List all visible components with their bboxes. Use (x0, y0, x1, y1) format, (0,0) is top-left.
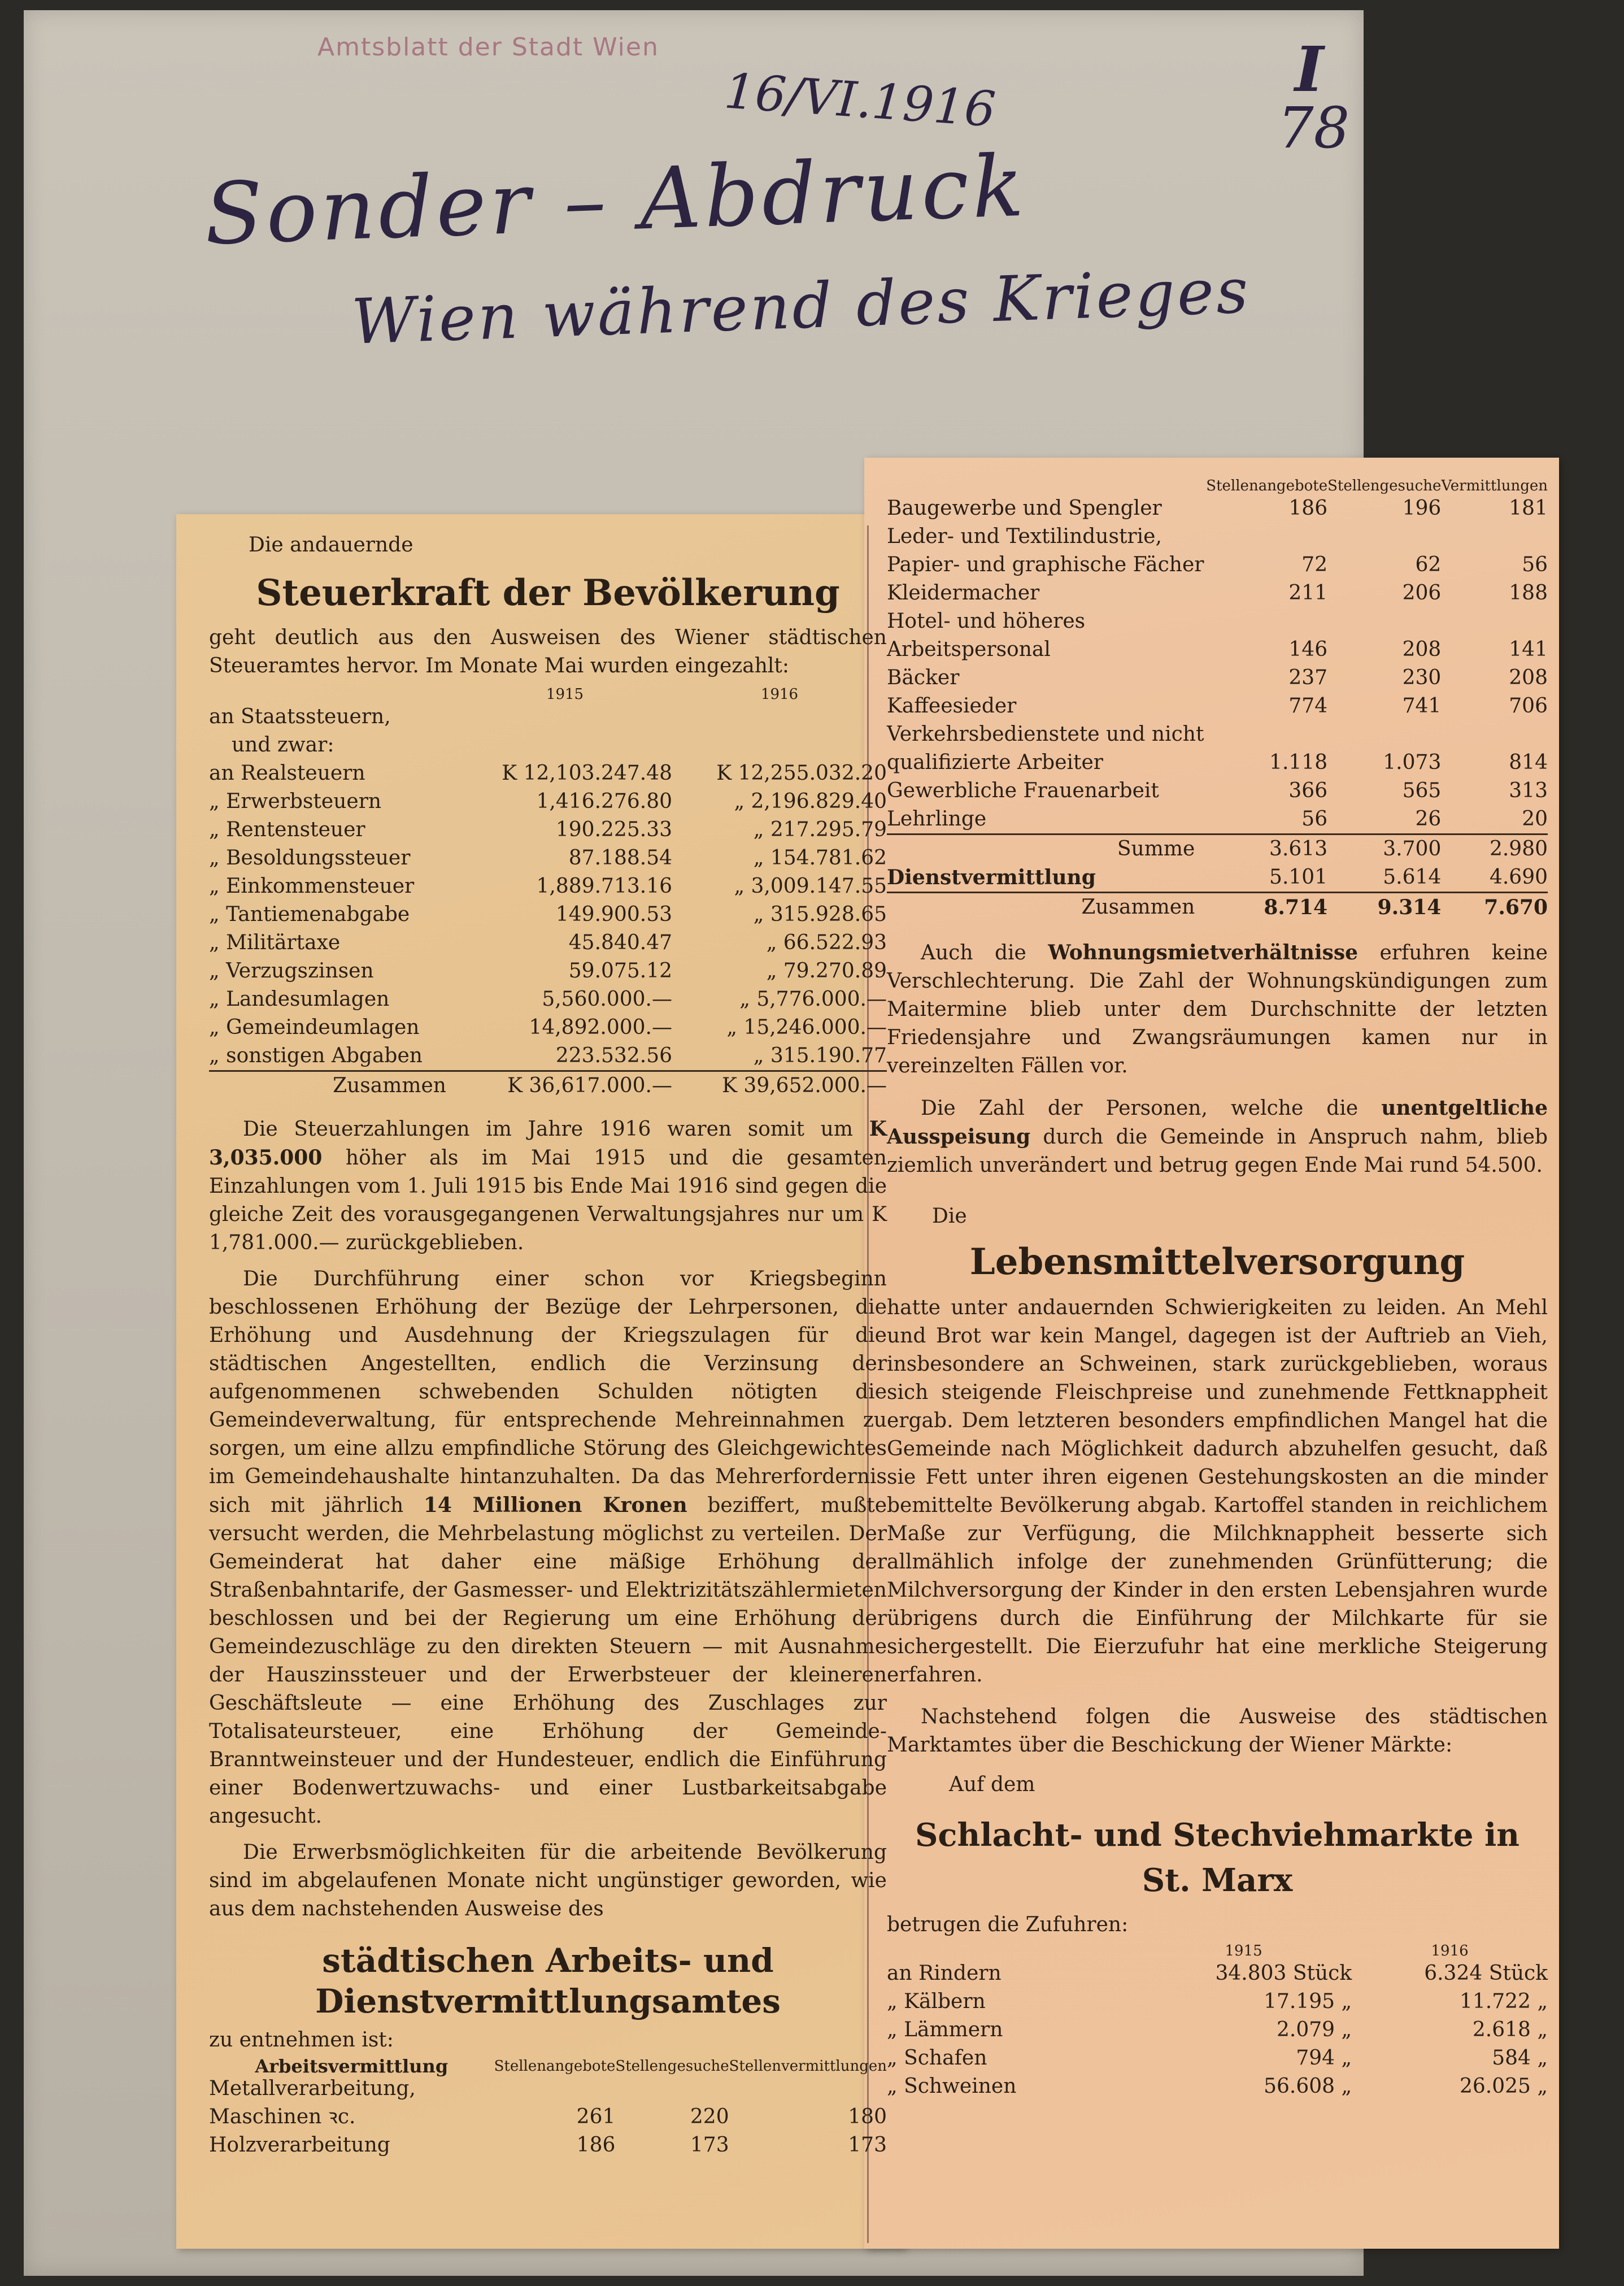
row-value: 206 (1402, 581, 1442, 605)
table-row (887, 2072, 1548, 2101)
table-row (209, 759, 887, 788)
row-value: 584 „ (1492, 2046, 1548, 2070)
row-label: Gewerbliche Frauenarbeit (887, 779, 1159, 802)
row-value: 186 (576, 2133, 616, 2157)
row-label: „ Kälbern (887, 1990, 986, 2013)
table-row (887, 2044, 1548, 2072)
tax-year-1916: 1916 (760, 686, 799, 703)
row-value: 794 „ (1296, 2046, 1352, 2070)
tax-total-1916: K 39,652.000.— (722, 1074, 887, 1097)
row-label: „ Verzugszinsen (209, 959, 374, 983)
row-label: „ Erwerbsteuern (209, 790, 382, 813)
row-value: „ 315.928.65 (753, 903, 887, 926)
table-row (209, 985, 887, 1014)
row-value: „ 66.522.93 (766, 931, 887, 954)
market-rows (887, 1959, 1548, 2101)
grand-total-requests: 9.314 (1377, 896, 1442, 919)
table-row (887, 720, 1548, 777)
row-value: 774 (1288, 694, 1328, 718)
table-row (887, 777, 1548, 805)
sum-placements: 2.980 (1489, 837, 1548, 860)
row-label: Baugewerbe und Spengler (887, 497, 1162, 520)
row-value: 6.324 Stück (1424, 1962, 1548, 1985)
row-value: 190.225.33 (555, 818, 672, 841)
row-value: 56 (1301, 807, 1328, 831)
row-value: „ 2,196.829.40 (734, 790, 887, 813)
row-label: Verkehrsbedienstete und nicht qualifizierte Arbeiter (887, 723, 1204, 774)
table-row (209, 1042, 887, 1071)
row-value: 173 (690, 2133, 729, 2157)
grand-total-label: Zusammen (1081, 896, 1195, 919)
row-value: 56 (1522, 553, 1548, 576)
text-run: Die Steuerzahlungen im Jahre 1916 waren somit um (243, 1118, 854, 1141)
text-run: höher als im Mai 1915 und die gesamten Einzahlungen vom 1. Juli 1915 bis Ende Mai 1916 sind gegen die gleiche Zeit des vorausgegangenen Verwaltungsjahres nur um K 1,781.000.— zurückgeblieben. (209, 1146, 887, 1254)
row-label: Kleidermacher (887, 581, 1040, 605)
section-title-cattle-market: Schlacht- und Stechviehmarkte in St. Marx (915, 1816, 1520, 1899)
employment-rows (209, 2075, 887, 2159)
text-run: Die Zahl der Personen, welche die (921, 1097, 1359, 1120)
tax-paragraph-1 (209, 1115, 887, 1257)
handwritten-heading: Sonder – Abdruck (203, 137, 1029, 264)
row-value: 2.079 „ (1276, 2018, 1352, 2041)
grand-total-offers: 8.714 (1264, 896, 1328, 919)
row-value: 741 (1402, 694, 1442, 718)
food-paragraph: hatte unter andauernden Schwierigkeiten zu leiden. An Mehl und Brot war kein Mangel, dagegen ist der Auftrieb an Vieh, insbesondere an Schweinen, stark zurückgeblieben, woraus sich steigende Fleischpreise und zunehmende Fettknappheit ergab. Dem letzteren besonders empfindlichen Mangel hat die Gemeinde nach Möglichkeit dadurch abzuhelfen gesucht, daß sie Fett unter ihren eigenen Gestehungskosten an die minder bemittelte Bevölkerung abgab. Kartoffel standen in reichlichem Maße zur Verfügung, die Milchknappheit besserte sich allmählich infolge der zunehmenden Grünfütterung; die Milchversorgung der Kinder in den ersten Lebensjahren wurde übrigens durch die Einführung der Milchkarte für sie sichergestellt. Die Eierzufuhr hat eine merkliche Steigerung erfahren. (887, 1296, 1548, 1687)
row-value: 20 (1522, 807, 1548, 831)
row-value: 565 (1402, 779, 1442, 802)
row-value: 366 (1288, 779, 1328, 802)
market-table (887, 1942, 1548, 2101)
row-value: 1,416.276.80 (536, 790, 672, 813)
tax-paragraph-2 (209, 1265, 887, 1831)
tax-group-label: an Staatssteuern, (209, 705, 391, 728)
row-value: 814 (1509, 751, 1548, 774)
table-row (209, 957, 887, 985)
row-value: 87.188.54 (568, 846, 672, 870)
table-row (887, 523, 1548, 579)
table-row (887, 664, 1548, 692)
market-year-1916: 1916 (1431, 1942, 1469, 1959)
table-row (887, 692, 1548, 720)
market-intro: Auf dem (949, 1773, 1035, 1796)
row-value: K 12,255.032.20 (716, 762, 887, 785)
table-row (209, 2075, 887, 2131)
row-value: 59.075.12 (568, 959, 672, 983)
row-label: Bäcker (887, 666, 960, 689)
row-value: 149.900.53 (555, 903, 672, 926)
row-value: 11.722 „ (1459, 1990, 1548, 2013)
row-label: „ Lämmern (887, 2018, 1003, 2041)
left-column (209, 531, 887, 2159)
handwritten-subheading: Wien während des Krieges (350, 254, 1252, 358)
row-label: Leder- und Textilindustrie, Papier- und graphische Fächer (887, 525, 1204, 576)
row-value: 173 (848, 2133, 887, 2157)
row-value: 1.118 (1269, 751, 1328, 774)
employment-table (209, 2055, 887, 2159)
row-value: „ 154.781.62 (753, 846, 887, 870)
row-label: Kaffeesieder (887, 694, 1017, 718)
row-value: „ 15,246.000.— (726, 1016, 887, 1039)
meals-paragraph (887, 1094, 1548, 1180)
service-requests: 5.614 (1383, 866, 1442, 889)
row-value: 62 (1415, 553, 1442, 576)
text-run: beziffert, mußte versucht werden, die Mehrbelastung möglichst zu verteilen. Der Gemeinderat hat daher eine mäßige Erhöhung der Straßenbahntarife, der Gasmesser- und Elektrizitätszählermieten beschlossen und bei der Regierung um eine Erhöhung der Gemeindezuschläge zu den direkten Steuern — mit Ausnahme der Hauszinssteuer und der Erwerbsteuer der kleineren Geschäftsleute — eine Erhöhung des Zuschlages zur Totalisateursteuer, eine Erhöhung der Gemeinde-Branntweinsteuer und der Hundesteuer, endlich die Einführung einer Bodenwertzuwachs- und einer Lustbarkeitsabgabe angesucht. (209, 1494, 887, 1828)
table-row (887, 494, 1548, 523)
col-header-offers: Stellenangebote (494, 2058, 616, 2075)
row-value: „ 217.295.79 (753, 818, 887, 841)
bold-amount: 14 Millionen Kronen (423, 1493, 687, 1517)
row-value: K 12,103.247.48 (502, 762, 672, 785)
row-value: 26 (1415, 807, 1442, 831)
row-value: 261 (576, 2105, 616, 2128)
row-value: 211 (1288, 581, 1328, 605)
row-value: 196 (1402, 497, 1442, 520)
handwritten-folio-number: 78 (1278, 95, 1350, 161)
bold-term: Wohnungsmietverhältnisse (1048, 941, 1359, 964)
row-label: „ Militärtaxe (209, 931, 341, 954)
row-value: 230 (1402, 666, 1442, 689)
row-value: 34.803 Stück (1215, 1962, 1352, 1985)
intro-text: Die andauernde (249, 533, 413, 557)
row-value: „ 3,009.147.55 (734, 875, 887, 898)
table-row (209, 872, 887, 901)
table-row (887, 1988, 1548, 2016)
tax-year-1915: 1915 (546, 686, 584, 703)
row-label: an Realsteuern (209, 762, 365, 785)
table-row (887, 607, 1548, 664)
tax-total-label: Zusammen (333, 1074, 446, 1097)
bold-amount: K 3,035.000 (209, 1117, 887, 1170)
col-header-placements: Vermittlungen (1441, 477, 1548, 494)
table-row (887, 805, 1548, 835)
row-value: 220 (690, 2105, 729, 2128)
row-label: an Rindern (887, 1962, 1002, 1985)
sum-label: Summe (1117, 837, 1195, 860)
market-lead: betrugen die Zufuhren: (887, 1913, 1129, 1936)
stamp: Amtsblatt der Stadt Wien (317, 33, 659, 62)
tax-group-sublabel: und zwar: (232, 733, 334, 757)
row-value: 26.025 „ (1459, 2075, 1548, 2098)
col-header-requests: Stellengesuche (615, 2058, 729, 2075)
market-office-paragraph: Nachstehend folgen die Ausweise des städtischen Marktamtes über die Beschickung der Wiener Märkte: (887, 1705, 1548, 1757)
food-intro: Die (932, 1205, 967, 1228)
row-value: 313 (1509, 779, 1548, 802)
row-label: Lehrlinge (887, 807, 987, 831)
row-value: „ 5,776.000.— (739, 988, 887, 1011)
sum-requests: 3.700 (1383, 837, 1442, 860)
table-row (209, 816, 887, 844)
table-row (209, 2131, 887, 2159)
row-value: 146 (1288, 638, 1328, 661)
row-label: „ Landesumlagen (209, 988, 390, 1011)
row-label: Holzverarbeitung (209, 2133, 390, 2157)
employment-table-continued (887, 477, 1548, 922)
row-value: 223.532.56 (555, 1044, 672, 1067)
row-value: 188 (1509, 581, 1548, 605)
row-value: 5,560.000.— (542, 988, 672, 1011)
service-placements: 4.690 (1489, 866, 1548, 889)
row-value: 56.608 „ (1264, 2075, 1352, 2098)
row-value: „ 79.270.89 (766, 959, 887, 983)
row-label: „ sonstigen Abgaben (209, 1044, 423, 1067)
table-row (887, 579, 1548, 607)
right-column (887, 477, 1548, 2101)
employment-lead: zu entnehmen ist: (209, 2028, 394, 2052)
row-value: 1.073 (1383, 751, 1442, 774)
col-header-offers: Stellenangebote (1206, 477, 1328, 494)
employment-rows-continued (887, 494, 1548, 835)
row-label: „ Einkommensteuer (209, 875, 415, 898)
row-value: 208 (1402, 638, 1442, 661)
row-value: 17.195 „ (1264, 1990, 1352, 2013)
row-label: „ Tantiemenabgabe (209, 903, 410, 926)
service-offers: 5.101 (1269, 866, 1328, 889)
row-value: 45.840.47 (568, 931, 672, 954)
table-row (209, 844, 887, 872)
row-value: 14,892.000.— (529, 1016, 672, 1039)
table-row (209, 788, 887, 816)
text-run: Auch die (921, 941, 1026, 964)
handwritten-roman-numeral: I (1295, 33, 1324, 106)
table-row (209, 1014, 887, 1042)
text-run: Die Durchführung einer schon vor Kriegsbeginn beschlossenen Erhöhung der Bezüge der Lehrpersonen, die Erhöhung und Ausdehnung der Kriegszulagen für die städtischen Angestellten, endlich die Verzinsung der aufgenommenen schwebenden Schulden nötigten die Gemeindeverwaltung, für entsprechende Mehreinnahmen zu sorgen, um eine allzu empfindliche Störung des Gleichgewichtes im Gemeindehaushalte hintanzuhalten. Da das Mehrerfordernis sich mit jährlich (209, 1267, 887, 1517)
employment-col-label: Arbeitsvermittlung (255, 2055, 449, 2077)
market-year-1915: 1915 (1225, 1942, 1262, 1959)
row-label: „ Gemeindeumlagen (209, 1016, 420, 1039)
table-row (887, 1959, 1548, 1988)
row-value: 706 (1509, 694, 1548, 718)
handwritten-date: 16/VI.1916 (722, 63, 998, 138)
text-run: erfuhren keine Verschlechterung. Die Zahl der Wohnungskündigungen zum Maitermine blieb unter dem Durchschnitte der letzten Friedensjahre und Zwangsräumungen kamen nur in vereinzelten Fällen vor. (887, 941, 1548, 1077)
housing-paragraph (887, 938, 1548, 1080)
row-value: 237 (1288, 666, 1328, 689)
col-header-requests: Stellengesuche (1327, 477, 1442, 494)
tax-total-1915: K 36,617.000.— (507, 1074, 672, 1097)
section-title-employment-office: städtischen Arbeits- und Dienstvermittlungsamtes (315, 1941, 781, 2020)
tax-lead: geht deutlich aus den Ausweisen des Wiener städtischen Steueramtes hervor. Im Monate Mai wurden eingezahlt: (209, 626, 887, 677)
tax-rows (209, 759, 887, 1071)
row-label: „ Schweinen (887, 2075, 1017, 2098)
grand-total-placements: 7.670 (1484, 896, 1548, 919)
bold-term: unentgeltliche Ausspeisung (887, 1096, 1548, 1149)
tax-table (209, 686, 887, 1100)
row-value: 181 (1509, 497, 1548, 520)
text-run: durch die Gemeinde in Anspruch nahm, blieb ziemlich unverändert und betrug gegen Ende Mai rund 54.500. (887, 1125, 1548, 1177)
section-title-food-supply: Lebensmittelversorgung (969, 1241, 1465, 1283)
section-title-tax: Steuerkraft der Bevölkerung (256, 572, 840, 614)
row-label: „ Rentensteuer (209, 818, 365, 841)
row-value: 72 (1301, 553, 1328, 576)
row-label: „ Besoldungssteuer (209, 846, 411, 870)
table-row (209, 929, 887, 957)
row-value: 2.618 „ (1472, 2018, 1548, 2041)
employment-paragraph: Die Erwerbsmöglichkeiten für die arbeitende Bevölkerung sind im abgelaufenen Monate nicht ungünstiger geworden, wie aus dem nachstehenden Ausweise des (209, 1841, 887, 1920)
row-value: 186 (1288, 497, 1328, 520)
col-header-placements: Stellenvermittlungen (729, 2058, 887, 2075)
row-label: Hotel- und höheres Arbeitspersonal (887, 610, 1086, 661)
row-label: Metallverarbeitung, Maschinen ꝛc. (209, 2077, 416, 2128)
row-label: „ Schafen (887, 2046, 987, 2070)
row-value: 141 (1509, 638, 1548, 661)
service-placement-label: Dienstvermittlung (887, 866, 1096, 889)
row-value: 208 (1509, 666, 1548, 689)
table-row (887, 2016, 1548, 2044)
row-value: 1,889.713.16 (536, 875, 672, 898)
sum-offers: 3.613 (1269, 837, 1328, 860)
row-value: 180 (848, 2105, 887, 2128)
row-value: „ 315.190.77 (753, 1044, 887, 1067)
table-row (209, 901, 887, 929)
